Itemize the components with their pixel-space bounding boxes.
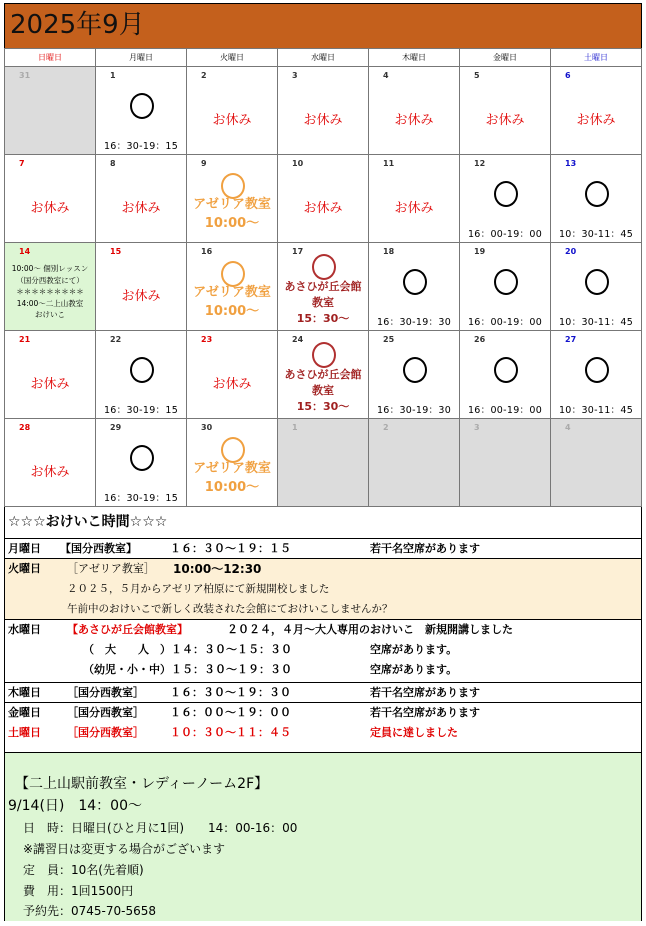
calendar-day-cell: [187, 419, 278, 507]
tuesday-invitation: 午前中のおけいこで新しく改装された会館にておけいこしませんか？: [67, 603, 393, 615]
calendar-table: [4, 48, 642, 507]
wednesday-announcement: ２０２４，４月〜大人専用のおけいこ 新規開講しました: [227, 623, 513, 636]
calendar-day-cell: [369, 331, 460, 419]
day-number: 7: [19, 159, 25, 168]
day-number: 30: [201, 423, 213, 432]
calendar-day-cell: [278, 331, 369, 419]
day-label: 木曜日: [8, 686, 41, 699]
calendar-day-cell: [96, 155, 187, 243]
day-number: 5: [474, 71, 480, 80]
adult-availability: 空席があります。: [370, 643, 458, 656]
schedule-row-wednesday: [5, 620, 641, 683]
day-number: 12: [474, 159, 486, 168]
calendar-week-row: [5, 67, 642, 155]
calendar-day-cell: [278, 419, 369, 507]
day-number: 26: [474, 335, 486, 344]
day-number: 11: [383, 159, 395, 168]
closed-label: お休み: [303, 113, 343, 128]
class-time: 10:00〜: [204, 480, 260, 495]
schedule-row-thursday: [5, 683, 641, 703]
open-circle-icon: [403, 269, 427, 295]
day-number: 2: [201, 71, 207, 80]
memo-line: おけいこ: [35, 310, 65, 319]
day-number: 20: [565, 247, 577, 256]
calendar-day-cell: [278, 67, 369, 155]
azalea-class-label: [187, 195, 277, 233]
open-circle-icon: [312, 254, 336, 280]
calendar-day-cell: [369, 67, 460, 155]
availability-note: 定員に達しました: [370, 726, 458, 739]
open-circle-icon: [494, 357, 518, 383]
time-label: １０：３０〜１１：４５: [170, 726, 291, 739]
day-number: 8: [110, 159, 116, 168]
schedule-heading: ☆☆☆おけいこ時間☆☆☆: [5, 505, 641, 539]
calendar-day-cell: [460, 331, 551, 419]
lesson-time: 10：30-11：45: [558, 405, 634, 416]
closed-label: お休み: [576, 113, 616, 128]
day-number: 4: [565, 423, 571, 432]
class-time: 15：30〜: [296, 312, 350, 325]
class-name: 教室: [312, 384, 334, 397]
day-number: 3: [292, 71, 298, 80]
day-label: 水曜日: [8, 623, 41, 636]
calendar-day-cell: [551, 419, 642, 507]
class-name: 教室: [312, 296, 334, 309]
schedule-section: [5, 505, 641, 743]
calendar-day-cell: [460, 243, 551, 331]
day-number: 4: [383, 71, 389, 80]
time-label: １６：００〜１９：００: [170, 706, 291, 719]
calendar-day-cell: [5, 67, 96, 155]
closed-label: お休み: [394, 113, 434, 128]
calendar-day-cell: [369, 243, 460, 331]
calendar-day-cell: [5, 419, 96, 507]
calendar-day-cell: [96, 331, 187, 419]
open-circle-icon: [130, 93, 154, 119]
calendar-day-cell: [187, 155, 278, 243]
place-label: 【あさひが丘会館教室】: [67, 623, 188, 636]
time-label: １６：３０〜１９：３０: [170, 686, 291, 699]
info-date: 9/14(日) 14：00〜: [8, 798, 142, 814]
day-label: 土曜日: [8, 726, 41, 739]
day-number: 28: [19, 423, 31, 432]
availability-note: 若干名空席があります: [370, 686, 480, 699]
day-number: 22: [110, 335, 122, 344]
calendar-day-cell: [5, 243, 96, 331]
info-contact: 予約先：0745-70-5658: [23, 904, 157, 918]
calendar-day-cell: [460, 67, 551, 155]
open-circle-icon: [130, 357, 154, 383]
closed-label: お休み: [212, 377, 252, 392]
day-label: 火曜日: [8, 562, 41, 575]
weekday-header: 水曜日: [278, 49, 369, 67]
open-circle-icon: [312, 342, 336, 368]
schedule-row-friday: [5, 703, 641, 723]
page-title: 2025年9月: [10, 10, 145, 40]
open-circle-icon: [585, 357, 609, 383]
lesson-time: 16：30-19：15: [103, 405, 179, 416]
closed-label: お休み: [30, 465, 70, 480]
lesson-time: 16：00-19：00: [467, 405, 543, 416]
memo-note: [7, 263, 93, 321]
weekday-header: 木曜日: [369, 49, 460, 67]
title-bar: [5, 4, 641, 48]
lesson-time: 16：30-19：15: [103, 141, 179, 152]
day-number: 16: [201, 247, 213, 256]
place-label: ［国分西教室］: [67, 726, 144, 739]
day-number: 27: [565, 335, 577, 344]
calendar-day-cell: [5, 331, 96, 419]
time-label: 10:00〜12:30: [173, 562, 262, 576]
availability-note: 若干名空席があります: [370, 706, 480, 719]
calendar-day-cell: [187, 243, 278, 331]
day-number: 23: [201, 335, 213, 344]
lesson-time: 10：30-11：45: [558, 229, 634, 240]
day-number: 31: [19, 71, 31, 80]
nijozan-info-box: [5, 752, 641, 921]
lesson-time: 16：30-19：30: [376, 405, 452, 416]
place-label: ［国分西教室］: [67, 706, 144, 719]
closed-label: お休み: [30, 377, 70, 392]
weekday-header: 土曜日: [551, 49, 642, 67]
calendar-day-cell: [96, 243, 187, 331]
child-availability: 空席があります。: [370, 663, 458, 676]
asahigaoka-class-label: [278, 279, 368, 327]
calendar-day-cell: [96, 67, 187, 155]
open-circle-icon: [585, 181, 609, 207]
weekday-header: 日曜日: [5, 49, 96, 67]
open-circle-icon: [494, 269, 518, 295]
info-note: ※講習日は変更する場合がございます: [23, 842, 226, 856]
memo-line: （国分西教室にて）: [16, 275, 84, 285]
day-number: 1: [110, 71, 116, 80]
asahigaoka-class-label: [278, 367, 368, 415]
schedule-row-tuesday: [5, 559, 641, 620]
closed-label: お休み: [394, 201, 434, 216]
info-fee: 費 用：1回1500円: [23, 884, 134, 898]
schedule-row-saturday: [5, 723, 641, 743]
open-circle-icon: [494, 181, 518, 207]
lesson-time: 16：30-19：30: [376, 317, 452, 328]
day-number: 2: [383, 423, 389, 432]
lesson-time: 16：00-19：00: [467, 229, 543, 240]
calendar-week-row: [5, 419, 642, 507]
day-number: 25: [383, 335, 395, 344]
lesson-time: 16：00-19：00: [467, 317, 543, 328]
azalea-class-label: [187, 283, 277, 321]
calendar-day-cell: [369, 419, 460, 507]
place-label: 【国分西教室】: [60, 542, 137, 555]
calendar-day-cell: [551, 155, 642, 243]
day-number: 21: [19, 335, 31, 344]
day-label: 金曜日: [8, 706, 41, 719]
adult-time: （ 大 人 ）１４：３０〜１５：３０: [83, 643, 292, 656]
class-name: アゼリア教室: [193, 285, 271, 300]
class-name: あさひが丘会館: [284, 368, 362, 381]
day-number: 29: [110, 423, 122, 432]
day-number: 15: [110, 247, 122, 256]
place-label: ［国分西教室］: [67, 686, 144, 699]
day-number: 10: [292, 159, 304, 168]
memo-line: ＊＊＊＊＊＊＊＊＊: [16, 287, 84, 296]
day-number: 1: [292, 423, 298, 432]
info-schedule: 日 時：日曜日(ひと月に1回) 14：00-16：00: [23, 821, 298, 835]
day-number: 14: [19, 247, 31, 256]
closed-label: お休み: [303, 201, 343, 216]
calendar-day-cell: [96, 419, 187, 507]
closed-label: お休み: [121, 201, 161, 216]
day-number: 3: [474, 423, 480, 432]
azalea-class-label: [187, 459, 277, 497]
class-time: 15：30〜: [296, 400, 350, 413]
calendar-week-row: [5, 331, 642, 419]
calendar-day-cell: [278, 155, 369, 243]
day-number: 24: [292, 335, 304, 344]
info-title: 【二上山駅前教室・レディーノーム2F】: [15, 776, 269, 792]
open-circle-icon: [403, 357, 427, 383]
memo-line: 14:00〜二上山教室: [16, 298, 84, 308]
child-time: （幼児・小・中）１５：３０〜１９：３０: [83, 663, 292, 676]
lesson-time: 16：30-19：15: [103, 493, 179, 504]
calendar-week-row: [5, 155, 642, 243]
info-capacity: 定 員：10名(先着順): [23, 863, 144, 877]
tuesday-announcement: ２０２５，５月からアゼリア柏原にて新規開校しました: [67, 583, 330, 595]
day-number: 19: [474, 247, 486, 256]
class-name: アゼリア教室: [193, 197, 271, 212]
closed-label: お休み: [30, 201, 70, 216]
availability-note: 若干名空席があります: [370, 542, 480, 555]
weekday-header: 火曜日: [187, 49, 278, 67]
calendar-day-cell: [551, 243, 642, 331]
calendar-day-cell: [278, 243, 369, 331]
weekday-header-row: [5, 49, 642, 67]
calendar-week-row: [5, 243, 642, 331]
day-number: 9: [201, 159, 207, 168]
class-time: 10:00〜: [204, 216, 260, 231]
calendar-day-cell: [551, 67, 642, 155]
day-number: 17: [292, 247, 304, 256]
day-label: 月曜日: [8, 542, 41, 555]
class-name: アゼリア教室: [193, 461, 271, 476]
closed-label: お休み: [212, 113, 252, 128]
calendar-day-cell: [551, 331, 642, 419]
calendar-day-cell: [460, 155, 551, 243]
closed-label: お休み: [485, 113, 525, 128]
weekday-header: 月曜日: [96, 49, 187, 67]
place-label: ［アゼリア教室］: [67, 562, 155, 575]
open-circle-icon: [585, 269, 609, 295]
calendar-day-cell: [460, 419, 551, 507]
day-number: 18: [383, 247, 395, 256]
calendar-day-cell: [187, 67, 278, 155]
calendar-day-cell: [5, 155, 96, 243]
calendar-day-cell: [369, 155, 460, 243]
closed-label: お休み: [121, 289, 161, 304]
day-number: 13: [565, 159, 577, 168]
time-label: １６：３０〜１９：１５: [170, 542, 291, 555]
lesson-time: 10：30-11：45: [558, 317, 634, 328]
calendar-day-cell: [187, 331, 278, 419]
schedule-row-monday: [5, 539, 641, 559]
class-time: 10:00〜: [204, 304, 260, 319]
day-number: 6: [565, 71, 571, 80]
class-name: あさひが丘会館: [284, 280, 362, 293]
weekday-header: 金曜日: [460, 49, 551, 67]
open-circle-icon: [130, 445, 154, 471]
memo-line: 10:00〜 個別レッスン: [11, 264, 89, 273]
